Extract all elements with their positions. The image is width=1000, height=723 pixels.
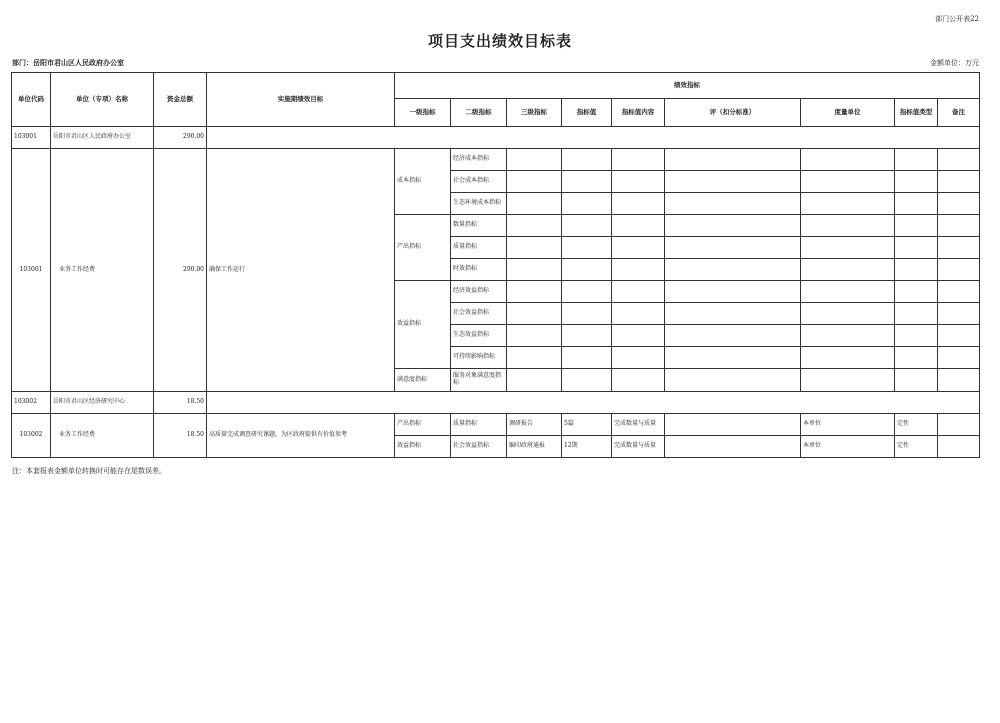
- project-code-cell: 103001: [12, 149, 51, 392]
- amount-unit-label: 金额单位：万元: [930, 59, 979, 67]
- level1-cell: 产出指标: [395, 215, 451, 281]
- level2-cell: 经济效益指标: [451, 281, 507, 303]
- value-content-cell: 完成数量与质量: [612, 436, 665, 458]
- scoring-cell: [665, 436, 801, 458]
- level2-cell: 社会成本指标: [451, 171, 507, 193]
- empty-cell: [207, 127, 980, 149]
- project-amount-cell: 18.50: [154, 414, 207, 458]
- header-perf-indicators: 绩效指标: [395, 73, 980, 99]
- header-level3: 三级指标: [507, 99, 562, 127]
- unit-code-cell: 103001: [12, 127, 51, 149]
- level2-cell: 质量指标: [451, 414, 507, 436]
- level3-cell: 编印政府通报: [507, 436, 562, 458]
- value-content-cell: 完成数量与质量: [612, 414, 665, 436]
- page-title: 项目支出绩效目标表: [427, 32, 572, 50]
- value-cell: 12期: [562, 436, 612, 458]
- department-label: 部门：岳阳市君山区人民政府办公室: [12, 58, 124, 67]
- header-measure-unit: 度量单位: [801, 99, 895, 127]
- level2-cell: 社会效益指标: [451, 436, 507, 458]
- table-row: [12, 414, 980, 436]
- level2-cell: 质量指标: [451, 237, 507, 259]
- level2-cell: 可持续影响指标: [451, 347, 507, 369]
- header-unit-code: 单位代码: [12, 73, 51, 127]
- level2-cell: 社会效益指标: [451, 303, 507, 325]
- level1-cell: 满意度指标: [395, 369, 451, 392]
- amount-cell: 18.50: [154, 392, 207, 414]
- header-unit-name: 单位（专项）名称: [51, 73, 154, 127]
- value-cell: 5篇: [562, 414, 612, 436]
- header-value: 指标值: [562, 99, 612, 127]
- project-code-cell: 103002: [12, 414, 51, 458]
- remark-cell: [938, 414, 980, 436]
- level1-cell: 成本指标: [395, 149, 451, 215]
- value-type-cell: 定性: [895, 414, 938, 436]
- project-goal-cell: 高质量完成调查研究课题，为区政府提供有价值参考: [207, 414, 395, 458]
- amount-cell: 290.00: [154, 127, 207, 149]
- header-level2: 二级指标: [451, 99, 507, 127]
- level2-cell: 时效指标: [451, 259, 507, 281]
- empty-cell: [207, 392, 980, 414]
- unit-code-cell: 103002: [12, 392, 51, 414]
- header-value-content: 指标值内容: [612, 99, 665, 127]
- measure-unit-cell: 本单位: [801, 436, 895, 458]
- level2-cell: 服务对象满意度指标: [451, 369, 507, 392]
- project-name-cell: 业务工作经费: [51, 414, 154, 458]
- table-row: [12, 127, 980, 149]
- header-remark: 备注: [938, 99, 980, 127]
- level1-cell: 效益指标: [395, 281, 451, 369]
- table-row: [12, 392, 980, 414]
- scoring-cell: [665, 414, 801, 436]
- project-goal-cell: 确保工作运行: [207, 149, 395, 392]
- value-type-cell: 定性: [895, 436, 938, 458]
- measure-unit-cell: 本单位: [801, 414, 895, 436]
- level1-cell: 效益指标: [395, 436, 451, 458]
- level1-cell: 产出指标: [395, 414, 451, 436]
- table-row: [12, 149, 980, 171]
- performance-goal-table: [11, 72, 980, 458]
- header-value-type: 指标值类型: [895, 99, 938, 127]
- unit-name-cell: 岳阳市君山区经济研究中心: [51, 392, 154, 414]
- project-amount-cell: 290.00: [154, 149, 207, 392]
- remark-cell: [938, 436, 980, 458]
- header-level1: 一级指标: [395, 99, 451, 127]
- header-goal: 实施期绩效目标: [207, 73, 395, 127]
- level3-cell: 调研报告: [507, 414, 562, 436]
- header-scoring: 评（扣分标准）: [665, 99, 801, 127]
- project-name-cell: 业务工作经费: [51, 149, 154, 392]
- header-total-funds: 资金总额: [154, 73, 207, 127]
- level2-cell: 生态环境成本指标: [451, 193, 507, 215]
- unit-name-cell: 岳阳市君山区人民政府办公室: [51, 127, 154, 149]
- level2-cell: 数量指标: [451, 215, 507, 237]
- level2-cell: 经济成本指标: [451, 149, 507, 171]
- level2-cell: 生态效益指标: [451, 325, 507, 347]
- table-number-label: 部门公开表22: [935, 15, 979, 23]
- footnote: 注：本套报表金额单位转换时可能存在尾数误差。: [12, 467, 166, 475]
